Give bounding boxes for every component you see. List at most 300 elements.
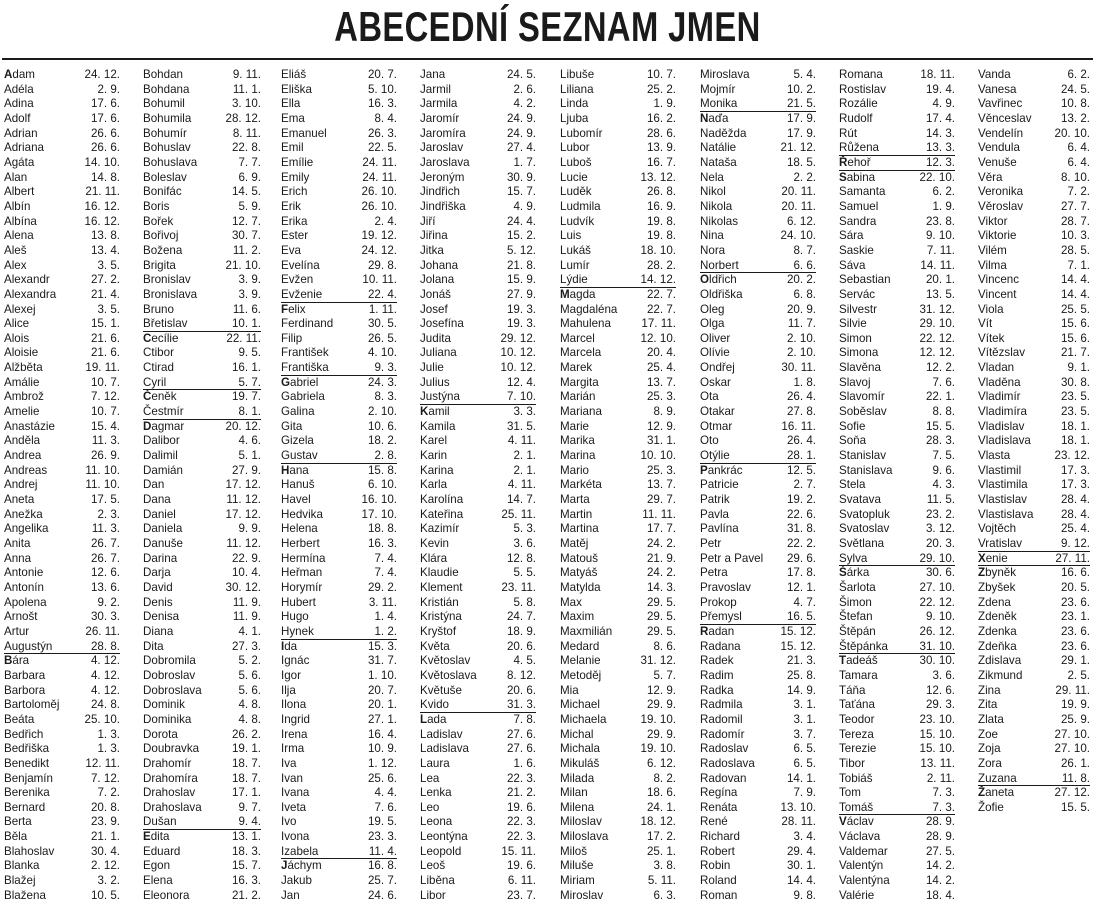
entry-name: Lucie: [560, 170, 588, 184]
entry-name: Amálie: [4, 375, 40, 389]
name-entry: [4, 259, 120, 274]
entry-name: Linda: [560, 97, 589, 111]
entry-name: Adam: [4, 68, 35, 81]
entry-name: Bohumila: [143, 111, 192, 125]
name-entry: [143, 801, 261, 816]
entry-date: 22. 4.: [367, 287, 397, 301]
entry-date: 22. 3.: [506, 771, 536, 785]
entry-name: Vlastislav: [978, 493, 1027, 507]
entry-date: 17. 8.: [786, 566, 816, 580]
entry-date: 27. 2.: [90, 273, 120, 287]
entry-name: Marta: [560, 493, 590, 507]
name-entry: [700, 405, 816, 420]
entry-date: 6. 10.: [367, 478, 397, 492]
entry-date: 2. 1.: [513, 449, 536, 463]
entry-name: Otmar: [700, 419, 733, 433]
entry-name: Milada: [560, 771, 595, 785]
entry-name: Ladislava: [420, 742, 469, 756]
name-entry: [839, 640, 955, 655]
entry-name: Magdaléna: [560, 302, 618, 316]
entry-name: Horymír: [281, 580, 323, 594]
name-entry: [281, 654, 397, 669]
name-column: [839, 68, 955, 914]
name-entry: [700, 141, 816, 156]
name-entry: [143, 185, 261, 200]
entry-name: Hynek: [281, 624, 314, 638]
entry-name: Denis: [143, 595, 173, 609]
entry-date: 2. 11.: [926, 771, 955, 785]
entry-date: 26. 10.: [361, 199, 397, 213]
name-entry: [978, 83, 1090, 98]
entry-date: 16. 12.: [84, 214, 120, 228]
name-entry: [839, 390, 955, 405]
entry-date: 11. 10.: [85, 463, 120, 477]
name-entry: [839, 303, 955, 318]
entry-name: Michal: [560, 727, 594, 741]
entry-name: Přemysl: [700, 610, 742, 624]
entry-date: 12. 7.: [231, 214, 261, 228]
name-entry: [4, 361, 120, 376]
entry-date: 23. 9.: [90, 815, 120, 829]
name-entry: [839, 156, 955, 171]
entry-name: Michael: [560, 698, 600, 712]
name-entry: [143, 640, 261, 655]
entry-name: Žofie: [978, 800, 1004, 814]
name-entry: [839, 801, 955, 816]
name-entry: [560, 508, 676, 523]
entry-date: 12. 9.: [646, 683, 676, 697]
name-entry: [560, 698, 676, 713]
name-entry: [700, 464, 816, 479]
entry-date: 10. 6.: [367, 419, 397, 433]
name-entry: [700, 200, 816, 215]
name-entry: [560, 772, 676, 787]
entry-name: Luděk: [560, 185, 592, 199]
entry-name: Alan: [4, 170, 28, 184]
letter-group-initial: Š: [839, 566, 847, 580]
entry-name: Radan: [700, 624, 735, 638]
name-entry: [281, 566, 397, 581]
name-entry: [978, 288, 1090, 303]
entry-date: 5. 4.: [793, 68, 816, 81]
entry-name: Iva: [281, 756, 297, 770]
entry-date: 16. 2.: [646, 111, 676, 125]
entry-name: Klára: [420, 551, 448, 565]
name-entry: [143, 889, 261, 904]
entry-date: 29. 5.: [646, 610, 676, 624]
name-entry: [420, 303, 536, 318]
name-entry: [281, 185, 397, 200]
entry-name: Zlata: [978, 712, 1004, 726]
entry-date: 19. 4.: [925, 82, 955, 96]
name-entry: [4, 830, 120, 845]
entry-name: Bruno: [143, 302, 174, 316]
entry-date: 9. 8.: [793, 888, 816, 902]
entry-name: Martin: [560, 507, 593, 521]
name-entry: [143, 713, 261, 728]
name-entry: [560, 200, 676, 215]
entry-date: 9. 10.: [925, 229, 955, 243]
entry-date: 26. 5.: [367, 331, 397, 345]
entry-name: Mariana: [560, 405, 602, 419]
name-entry: [420, 815, 536, 830]
entry-name: Věra: [978, 170, 1003, 184]
entry-date: 23. 12.: [1054, 449, 1090, 463]
letter-group-initial: L: [420, 712, 428, 726]
entry-date: 19. 5.: [367, 815, 397, 829]
entry-name: Tamara: [839, 668, 878, 682]
entry-name: Dorota: [143, 727, 178, 741]
entry-date: 29. 6.: [786, 551, 816, 565]
name-entry: [143, 859, 261, 874]
entry-date: 31. 1.: [646, 434, 676, 448]
name-entry: [4, 317, 120, 332]
entry-name: Helena: [281, 522, 318, 536]
name-entry: [4, 390, 120, 405]
entry-date: 2. 2.: [793, 170, 816, 184]
entry-date: 14. 4.: [1060, 287, 1090, 301]
name-entry: [839, 288, 955, 303]
entry-date: 7. 7.: [238, 155, 261, 169]
entry-date: 3. 1.: [793, 712, 816, 726]
entry-date: 27. 1.: [367, 712, 397, 726]
entry-date: 5. 6.: [238, 683, 261, 697]
entry-name: Benedikt: [4, 756, 50, 770]
name-entry: [281, 127, 397, 142]
name-entry: [978, 156, 1090, 171]
entry-date: 22. 2.: [786, 537, 816, 550]
letter-group-initial: X: [978, 551, 986, 565]
name-entry: [978, 273, 1090, 288]
name-entry: [700, 845, 816, 860]
entry-date: 5. 7.: [238, 375, 261, 389]
entry-name: Irena: [281, 727, 308, 741]
entry-name: Gabriela: [281, 390, 325, 404]
name-entry: [839, 478, 955, 493]
entry-date: 9. 10.: [925, 610, 955, 624]
entry-date: 22. 9.: [231, 551, 261, 565]
name-entry: [700, 698, 816, 713]
entry-name: Margita: [560, 375, 599, 389]
letter-group-initial: N: [700, 111, 709, 125]
entry-date: 26. 4.: [786, 390, 816, 404]
entry-name: Boleslav: [143, 170, 187, 184]
entry-name: Hermína: [281, 551, 326, 565]
name-entry: [839, 229, 955, 244]
entry-name: Bonifác: [143, 185, 182, 199]
name-entry: [4, 185, 120, 200]
entry-date: 17. 1.: [231, 786, 261, 800]
entry-name: Štefan: [839, 610, 873, 624]
entry-name: Jindřiška: [420, 199, 466, 213]
entry-name: Miroslava: [700, 68, 750, 81]
letter-group-initial: V: [839, 815, 847, 829]
name-entry: [4, 200, 120, 215]
name-entry: [978, 801, 1090, 816]
entry-date: 2. 1.: [513, 463, 536, 477]
entry-date: 29. 8.: [367, 258, 397, 272]
entry-date: 28. 3.: [925, 434, 955, 448]
name-entry: [4, 405, 120, 420]
entry-name: Antonín: [4, 580, 44, 594]
entry-name: Andreas: [4, 463, 48, 477]
entry-name: Damián: [143, 463, 183, 477]
name-entry: [4, 801, 120, 816]
name-entry: [4, 68, 120, 83]
entry-name: Richard: [700, 830, 740, 844]
name-entry: [143, 684, 261, 699]
name-entry: [560, 889, 676, 904]
entry-date: 10. 4.: [231, 566, 261, 580]
entry-date: 13. 1.: [231, 830, 261, 844]
entry-date: 11. 12.: [226, 537, 261, 550]
name-entry: [560, 757, 676, 772]
entry-date: 25. 1.: [646, 844, 676, 858]
name-entry: [700, 684, 816, 699]
entry-date: 8. 2.: [653, 771, 676, 785]
entry-date: 10. 7.: [90, 375, 120, 389]
entry-date: 26. 8.: [646, 185, 676, 199]
name-entry: [4, 772, 120, 787]
name-entry: [4, 713, 120, 728]
entry-date: 1. 12.: [367, 756, 397, 770]
name-entry: [700, 229, 816, 244]
name-entry: [4, 303, 120, 318]
entry-date: 20. 11.: [781, 199, 816, 213]
entry-name: Sáva: [839, 258, 866, 272]
entry-date: 24. 2.: [646, 537, 676, 550]
title-rule: [2, 58, 1093, 60]
entry-name: Květuše: [420, 683, 462, 697]
name-entry: [560, 552, 676, 567]
entry-date: 1. 9.: [653, 97, 676, 111]
entry-date: 13. 2.: [1060, 111, 1090, 125]
entry-name: Nora: [700, 243, 726, 257]
entry-date: 14. 1.: [786, 771, 816, 785]
name-entry: [560, 742, 676, 757]
entry-name: Bartoloměj: [4, 698, 60, 712]
entry-date: 29. 10.: [919, 551, 955, 565]
entry-date: 3. 6.: [513, 537, 536, 550]
entry-name: Simon: [839, 331, 872, 345]
entry-name: Žaneta: [978, 786, 1015, 800]
entry-date: 15. 3.: [367, 639, 397, 653]
entry-date: 26. 7.: [90, 551, 120, 565]
entry-name: Martina: [560, 522, 599, 536]
entry-name: Kryštof: [420, 624, 457, 638]
name-entry: [143, 317, 261, 332]
entry-name: Jan: [281, 888, 300, 902]
entry-date: 6. 2.: [1067, 68, 1090, 81]
entry-name: Terezie: [839, 742, 877, 756]
entry-name: Aloisie: [4, 346, 39, 360]
name-entry: [560, 68, 676, 83]
entry-name: Daniel: [143, 507, 176, 521]
entry-date: 17. 12.: [225, 478, 261, 492]
entry-name: Bohuslav: [143, 141, 191, 155]
entry-name: Oto: [700, 434, 719, 448]
entry-name: Gita: [281, 419, 303, 433]
entry-name: Vítek: [978, 331, 1005, 345]
entry-name: Zora: [978, 756, 1002, 770]
entry-date: 13. 7.: [646, 375, 676, 389]
name-entry: [420, 156, 536, 171]
entry-date: 27. 10.: [919, 580, 955, 594]
entry-name: Radoslava: [700, 756, 755, 770]
entry-date: 20. 12.: [225, 419, 261, 433]
entry-name: Karin: [420, 449, 448, 463]
name-entry: [839, 742, 955, 757]
name-entry: [4, 786, 120, 801]
entry-date: 24. 5.: [1060, 82, 1090, 96]
entry-date: 24. 10.: [780, 229, 816, 243]
entry-date: 29. 2.: [367, 580, 397, 594]
entry-name: Radek: [700, 654, 734, 668]
entry-name: Cecílie: [143, 331, 179, 345]
name-entry: [281, 83, 397, 98]
entry-name: Viktor: [978, 214, 1008, 228]
entry-date: 30. 10.: [919, 654, 955, 668]
entry-name: Bedřich: [4, 727, 44, 741]
name-entry: [700, 610, 816, 625]
name-entry: [700, 640, 816, 655]
entry-name: Dobroslav: [143, 668, 196, 682]
entry-name: Blažej: [4, 874, 36, 888]
entry-name: Sofie: [839, 419, 866, 433]
entry-date: 18. 7.: [231, 756, 261, 770]
entry-date: 9. 12.: [1060, 537, 1090, 550]
entry-name: Maxmilián: [560, 624, 613, 638]
entry-name: Ivan: [281, 771, 303, 785]
entry-date: 1. 6.: [513, 756, 536, 770]
name-entry: [281, 684, 397, 699]
entry-name: Čeněk: [143, 390, 177, 404]
entry-name: Běla: [4, 830, 28, 844]
entry-name: Max: [560, 595, 582, 609]
entry-name: Svatava: [839, 493, 881, 507]
name-entry: [560, 303, 676, 318]
entry-name: Radka: [700, 683, 734, 697]
entry-name: Václava: [839, 830, 881, 844]
name-entry: [839, 581, 955, 596]
name-entry: [700, 522, 816, 537]
entry-name: Romana: [839, 68, 883, 81]
name-column: [143, 68, 261, 914]
entry-name: Miroslav: [560, 888, 604, 902]
entry-name: Klaudie: [420, 566, 459, 580]
name-entry: [281, 669, 397, 684]
entry-date: 4. 2.: [513, 97, 536, 111]
name-entry: [143, 390, 261, 405]
entry-date: 3. 7.: [793, 727, 816, 741]
entry-name: Eva: [281, 243, 301, 257]
name-entry: [420, 625, 536, 640]
entry-date: 16. 7.: [646, 155, 676, 169]
entry-date: 19. 3.: [506, 317, 536, 331]
entry-date: 22. 8.: [231, 141, 261, 155]
entry-date: 2. 5.: [1067, 668, 1090, 682]
name-entry: [978, 566, 1090, 581]
entry-name: Tadeáš: [839, 654, 878, 668]
entry-date: 30. 6.: [925, 566, 955, 580]
entry-date: 27. 12.: [1054, 786, 1090, 800]
entry-date: 1. 4.: [374, 610, 397, 624]
entry-name: Miloslav: [560, 815, 602, 829]
entry-name: Marcela: [560, 346, 602, 360]
name-entry: [560, 801, 676, 816]
entry-name: Dalibor: [143, 434, 180, 448]
name-entry: [420, 317, 536, 332]
entry-name: Naděžda: [700, 126, 747, 140]
entry-date: 9. 6.: [932, 463, 955, 477]
entry-name: Soběslav: [839, 405, 887, 419]
entry-date: 19. 7.: [231, 390, 261, 404]
letter-group-initial: Ř: [839, 155, 848, 169]
name-entry: [839, 566, 955, 581]
entry-date: 24. 1.: [646, 800, 676, 814]
name-entry: [700, 112, 816, 127]
entry-name: Adéla: [4, 82, 34, 96]
name-entry: [420, 859, 536, 874]
entry-name: Ljuba: [560, 111, 589, 125]
name-entry: [560, 141, 676, 156]
entry-date: 30. 5.: [367, 317, 397, 331]
entry-date: 2. 8.: [374, 449, 397, 463]
name-entry: [978, 346, 1090, 361]
entry-name: Čestmír: [143, 405, 184, 419]
entry-name: Herbert: [281, 537, 320, 550]
name-entry: [839, 185, 955, 200]
name-entry: [700, 68, 816, 83]
entry-name: Anežka: [4, 507, 43, 521]
name-entry: [4, 669, 120, 684]
entry-date: 5. 5.: [513, 566, 536, 580]
entry-name: Vratislav: [978, 537, 1023, 550]
entry-name: Sebastian: [839, 273, 891, 287]
name-entry: [4, 508, 120, 523]
entry-date: 6. 5.: [793, 742, 816, 756]
entry-date: 29. 11.: [1055, 683, 1090, 697]
entry-name: Lada: [420, 712, 447, 726]
entry-date: 14. 5.: [231, 185, 261, 199]
name-entry: [281, 449, 397, 464]
entry-date: 27. 8.: [786, 405, 816, 419]
entry-name: Zoe: [978, 727, 998, 741]
entry-date: 22. 3.: [506, 815, 536, 829]
entry-name: Svatopluk: [839, 507, 890, 521]
name-entry: [420, 801, 536, 816]
entry-date: 21. 7.: [1060, 346, 1090, 360]
entry-name: Agáta: [4, 155, 35, 169]
letter-group-initial: Č: [143, 390, 152, 404]
entry-date: 3. 9.: [238, 287, 261, 301]
entry-date: 1. 2.: [374, 624, 397, 638]
entry-date: 12. 10.: [640, 331, 676, 345]
entry-name: Miriam: [560, 874, 595, 888]
entry-name: Alexandr: [4, 273, 50, 287]
entry-date: 20. 9.: [786, 302, 816, 316]
entry-name: Matěj: [560, 537, 589, 550]
name-entry: [143, 405, 261, 420]
entry-date: 4. 8.: [238, 698, 261, 712]
name-entry: [839, 874, 955, 889]
entry-date: 29. 9.: [646, 727, 676, 741]
entry-date: 9. 1.: [1067, 361, 1090, 375]
entry-date: 7. 12.: [90, 771, 120, 785]
entry-date: 5. 6.: [238, 668, 261, 682]
name-entry: [281, 68, 397, 83]
entry-date: 5. 10.: [367, 82, 397, 96]
